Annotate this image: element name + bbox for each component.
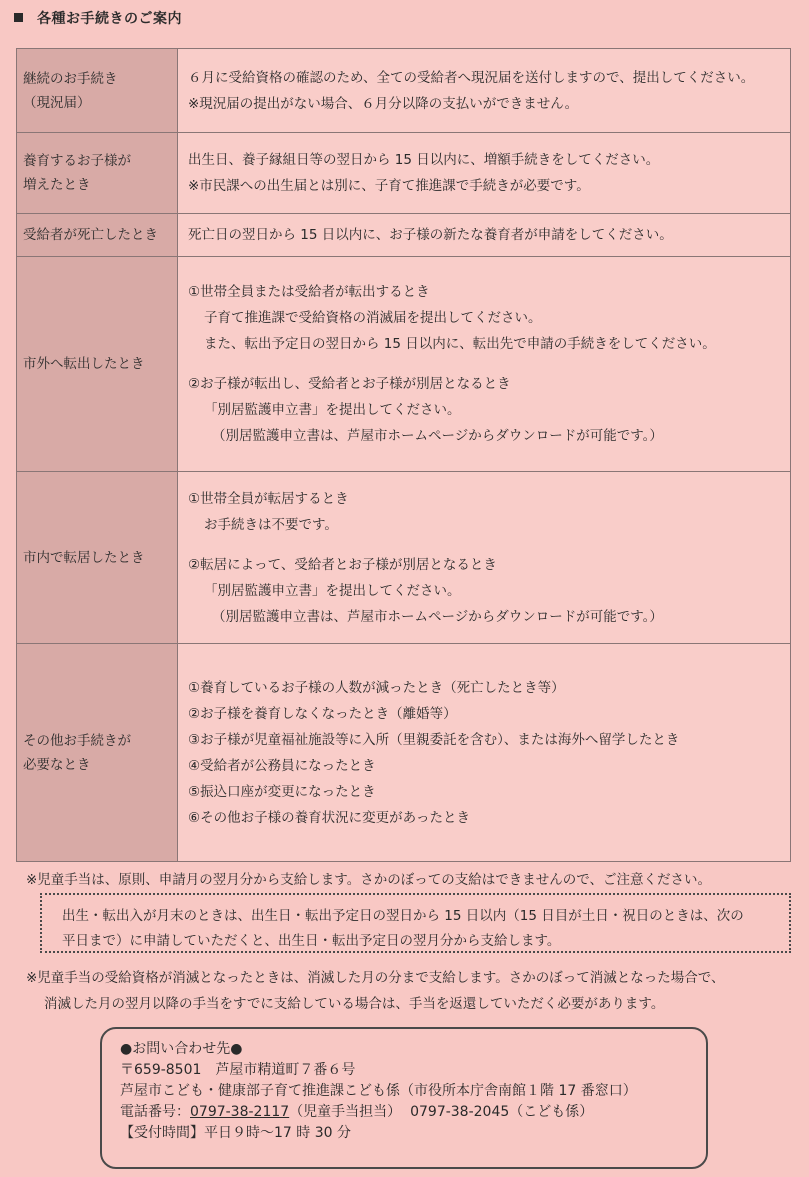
table-row	[17, 644, 791, 862]
contact-dept: 芦屋市こども・健康部子育て推進課こども係（市役所本庁舎南館１階 17 番窓口）	[120, 1083, 637, 1099]
table-row	[17, 214, 791, 257]
table-row	[17, 133, 791, 214]
table-row	[17, 257, 791, 472]
termination-note: ※児童手当の受給資格が消滅となったときは、消滅した月の分まで支給します。さかのぼって消滅となった場合で、 消滅した月の翌月以降の手当をすでに支給している場合は、手当を返還していただく必要があります。	[26, 970, 725, 1012]
contact-title: ●お問い合わせ先●	[120, 1041, 243, 1057]
table-row	[17, 472, 791, 644]
payment-note: ※児童手当は、原則、申請月の翌月分から支給します。さかのぼっての支給はできませんので、ご注意ください。	[26, 872, 711, 888]
contact-hours: 【受付時間】平日９時～17 時 30 分	[120, 1125, 351, 1141]
row-body: 死亡日の翌日から 15 日以内に、お子様の新たな養育者が申請をしてください。	[178, 214, 791, 257]
row-label: 継続のお手続き （現況届）	[17, 49, 178, 133]
contact-address: 〒659-8501 芦屋市精道町７番６号	[120, 1062, 356, 1078]
row-label: 受給者が死亡したとき	[17, 214, 178, 257]
table-row	[17, 49, 791, 133]
row-body: ６月に受給資格の確認のため、全ての受給者へ現況届を送付しますので、提出してください。 ※現況届の提出がない場合、６月分以降の支払いができません。	[178, 49, 791, 133]
section-header	[14, 8, 182, 28]
phone-link-kodomo[interactable]: 0797-38-2045	[410, 1104, 510, 1120]
row-body: ①世帯全員または受給者が転出するとき 子育て推進課で受給資格の消滅届を提出してください。 また、転出予定日の翌日から 15 日以内に、転出先で申請の手続きをしてください。 ②お子様が転出し、受給者とお子様が別居となるとき 「別居監護申立書」を提出してください。 （別居監護申立書は、芦屋市ホームページからダウンロードが可能です。）	[178, 257, 791, 472]
contact-box	[100, 1027, 708, 1169]
row-body: ①養育しているお子様の人数が減ったとき（死亡したとき等） ②お子様を養育しなくなったとき（離婚等） ③お子様が児童福祉施設等に入所（里親委託を含む）、または海外へ留学したとき ④受給者が公務員になったとき ⑤振込口座が変更になったとき ⑥その他お子様の養育状況に変更があったとき	[178, 644, 791, 862]
row-label: その他お手続きが 必要なとき	[17, 644, 178, 862]
row-label: 市内で転居したとき	[17, 472, 178, 644]
row-label: 養育するお子様が 増えたとき	[17, 133, 178, 214]
procedures-table	[16, 48, 791, 862]
section-title: 各種お手続きのご案内	[37, 11, 182, 27]
contact-phones: 電話番号：0797-38-2117（児童手当担当） 0797-38-2045（こども係）	[120, 1104, 594, 1120]
row-body: ①世帯全員が転居するとき お手続きは不要です。 ②転居によって、受給者とお子様が別居となるとき 「別居監護申立書」を提出してください。 （別居監護申立書は、芦屋市ホームページからダウンロードが可能です。）	[178, 472, 791, 644]
boxed-note: 出生・転出入が月末のときは、出生日・転出予定日の翌日から 15 日以内（15 日目が土日・祝日のときは、次の 平日まで）に申請していただくと、出生日・転出予定日の翌月分から支給します。	[40, 893, 791, 953]
row-body: 出生日、養子縁組日等の翌日から 15 日以内に、増額手続きをしてください。 ※市民課への出生届とは別に、子育て推進課で手続きが必要です。	[178, 133, 791, 214]
phone-link-child-allowance[interactable]: 0797-38-2117	[190, 1104, 290, 1120]
row-label: 市外へ転出したとき	[17, 257, 178, 472]
square-bullet-icon	[14, 13, 23, 22]
